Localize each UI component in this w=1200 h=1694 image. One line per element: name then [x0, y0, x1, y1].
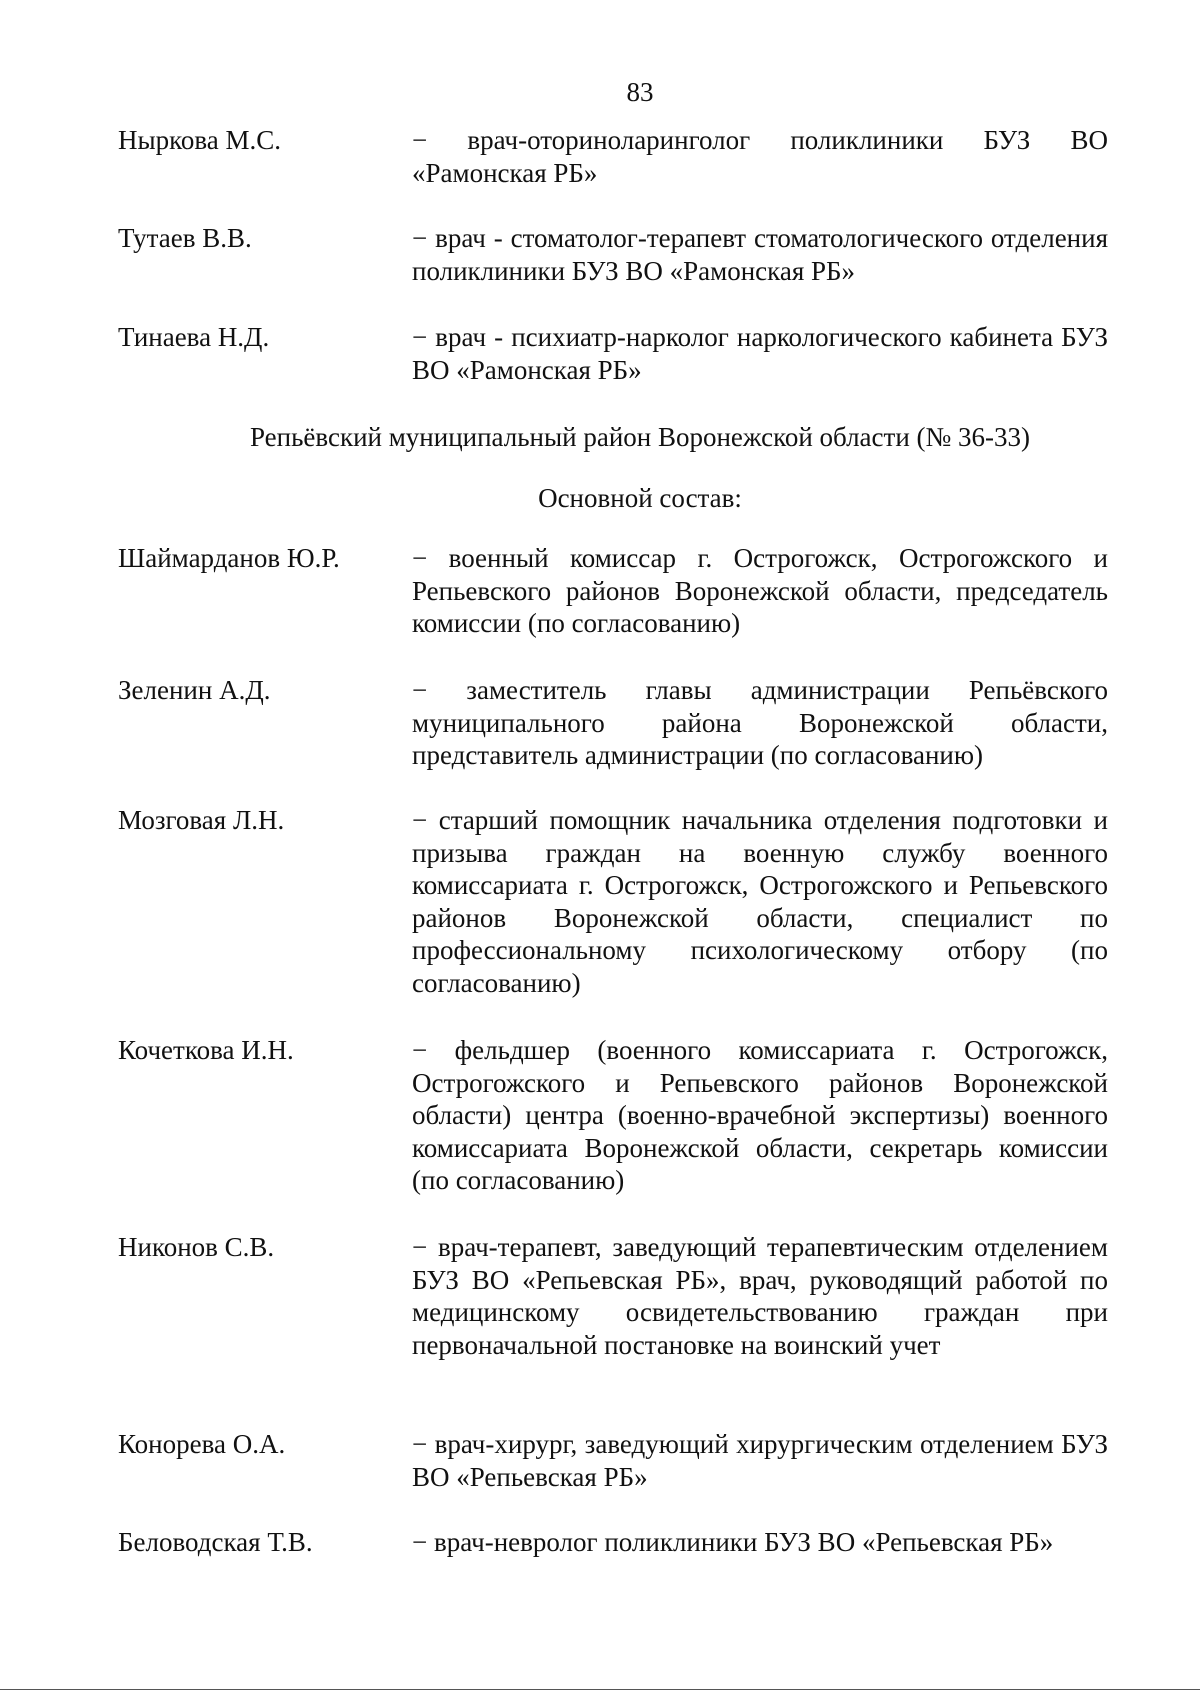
composition-heading: Основной состав:	[538, 483, 742, 513]
member-name: Беловодская Т.В.	[118, 1527, 313, 1557]
member-name: Ныркова М.С.	[118, 125, 282, 155]
member-position: − врач - психиатр-нарколог наркологического кабинета БУЗ ВО «Рамонская РБ»	[412, 322, 1108, 385]
member-name: Зеленин А.Д.	[118, 675, 271, 705]
member-position: − старший помощник начальника отделения подготовки и призыва граждан на военную службу военного комиссариата г. Острогожск, Острогожского и Репьевского районов Воронежской области, специалист по профессиональному психологическому отбору (по согласованию)	[412, 805, 1108, 998]
page-number: 83	[626, 77, 654, 107]
member-name: Тинаева Н.Д.	[118, 322, 270, 352]
member-position: − военный комиссар г. Острогожск, Острогожского и Репьевского районов Воронежской области, председатель комиссии (по согласованию)	[412, 543, 1108, 638]
member-position: − врач-терапевт, заведующий терапевтическим отделением БУЗ ВО «Репьевская РБ», врач, руководящий работой по медицинскому освидетельствованию граждан при первоначальной постановке на воинский учет	[412, 1232, 1108, 1360]
member-name: Никонов С.В.	[118, 1232, 275, 1262]
member-position: − врач-оториноларинголог поликлиники БУЗ ВО «Рамонская РБ»	[412, 125, 1108, 188]
member-position: − фельдшер (военного комиссариата г. Острогожск, Острогожского и Репьевского районов Воронежской области) центра (военно-врачебной экспертизы) военного комиссариата Воронежской области, секретарь комиссии (по согласованию)	[412, 1035, 1108, 1195]
member-name: Тутаев В.В.	[118, 223, 252, 253]
district-heading: Репьёвский муниципальный район Воронежской области (№ 36-33)	[249, 422, 1031, 452]
member-name: Мозговая Л.Н.	[118, 805, 285, 835]
member-position: − врач-хирург, заведующий хирургическим отделением БУЗ ВО «Репьевская РБ»	[412, 1429, 1108, 1492]
member-name: Кочеткова И.Н.	[118, 1035, 294, 1065]
member-name: Конорева О.А.	[118, 1429, 286, 1459]
member-position: − врач-невролог поликлиники БУЗ ВО «Репьевская РБ»	[412, 1527, 1054, 1557]
member-position: − врач - стоматолог-терапевт стоматологического отделения поликлиники БУЗ ВО «Рамонская РБ»	[412, 223, 1108, 286]
member-position: − заместитель главы администрации Репьёвского муниципального района Воронежской области, представитель администрации (по согласованию)	[412, 675, 1108, 770]
page-bottom-rule	[0, 1689, 1200, 1690]
member-name: Шаймарданов Ю.Р.	[118, 543, 340, 573]
